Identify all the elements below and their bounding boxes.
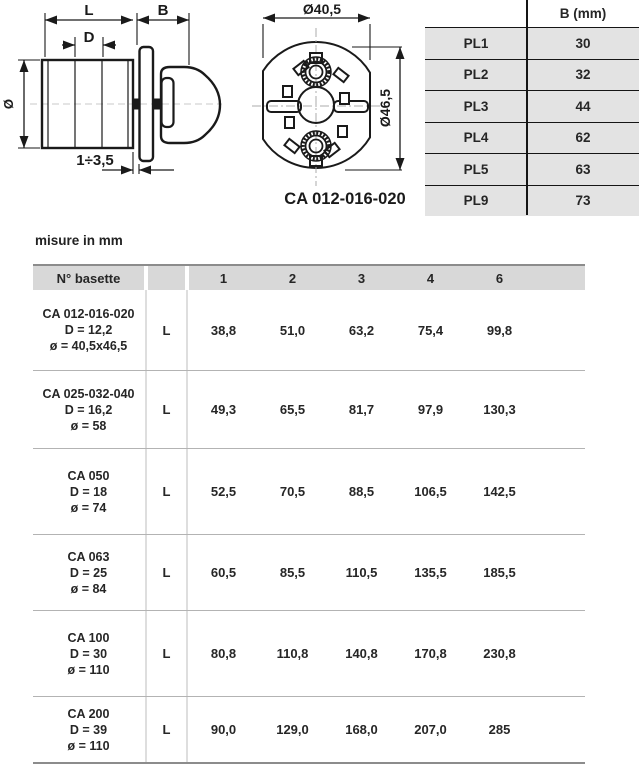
dim-label-diameter: Ø: [1, 98, 16, 110]
pl-label: PL1: [463, 35, 489, 51]
flange-table-header-b: B (mm): [559, 6, 607, 21]
dim-label-d: D: [83, 29, 95, 46]
centerlines: [252, 28, 382, 186]
value-cell: 130,3: [483, 402, 516, 417]
model-d: D = 18: [69, 484, 108, 499]
model-cell: [33, 290, 144, 370]
table-row: [425, 153, 639, 185]
flange-table-divider: [526, 0, 528, 215]
dim-cell: L: [162, 402, 171, 417]
dim-label-l: L: [84, 2, 94, 19]
model-diameter: ø = 58: [70, 418, 107, 433]
pl-label: PL5: [463, 161, 489, 177]
model-cell: [33, 535, 144, 610]
header-filler: [534, 266, 585, 290]
table-row: [33, 290, 585, 370]
value-cell: 49,3: [210, 402, 237, 417]
front-view-drawing: [252, 1, 406, 208]
dim-label-diameter-46: Ø46,5: [377, 88, 393, 128]
model-d: D = 16,2: [64, 402, 113, 417]
value-cell: 185,5: [483, 565, 516, 580]
knob-handle: [162, 78, 174, 127]
dim-cell: L: [162, 646, 171, 661]
header-poles-4: 4: [396, 266, 465, 290]
model-cell: [33, 611, 144, 696]
pl-value: 32: [575, 67, 591, 83]
table-row: [425, 122, 639, 154]
value-cell: 75,4: [417, 322, 444, 338]
value-cell: 65,5: [279, 402, 306, 417]
table-row: [33, 370, 585, 448]
table-row: [425, 90, 639, 122]
table-row: [425, 27, 639, 59]
value-cell: 170,8: [414, 646, 447, 661]
model-diameter: ø = 40,5x46,5: [49, 339, 128, 353]
pl-value: 30: [575, 35, 591, 51]
flange-table-header-row: [425, 0, 639, 27]
model-diameter: ø = 110: [67, 662, 110, 677]
table-row: [425, 59, 639, 91]
value-cell: 38,8: [210, 322, 237, 338]
header-dim-cell: [148, 266, 185, 290]
value-cell: 97,9: [417, 402, 444, 417]
pl-label: PL9: [463, 193, 489, 209]
pl-label: PL2: [463, 67, 489, 83]
dim-cell: L: [162, 322, 171, 338]
value-cell: 110,8: [276, 646, 309, 661]
dimensions-table-header-row: [33, 264, 585, 290]
value-cell: 230,8: [483, 646, 516, 661]
table-row: [33, 696, 585, 762]
model-name: CA 050: [67, 468, 110, 483]
dim-label-b: B: [157, 2, 169, 19]
model-d: D = 25: [69, 565, 108, 580]
dim-label-diameter-40: Ø40,5: [302, 1, 342, 17]
pl-value: 63: [575, 161, 591, 177]
header-poles-1: 1: [189, 266, 258, 290]
dim-cell: L: [162, 484, 171, 499]
model-name: CA 025-032-040: [42, 386, 135, 401]
flange-size-table: [425, 0, 639, 219]
model-cell: [33, 371, 144, 448]
value-cell: 52,5: [210, 484, 237, 499]
header-poles-6: 6: [465, 266, 534, 290]
value-cell: 106,5: [414, 484, 447, 499]
value-cell: 168,0: [345, 722, 378, 737]
value-cell: 88,5: [348, 484, 375, 499]
value-cell: 285: [488, 722, 511, 737]
model-name: CA 063: [67, 549, 110, 564]
model-diameter: ø = 74: [70, 500, 107, 515]
header-basette: N° basette: [33, 266, 144, 290]
table-row: [425, 185, 639, 217]
pl-value: 73: [575, 193, 591, 209]
dimensions-table: [33, 264, 585, 764]
pl-value: 44: [575, 98, 591, 114]
dim-label-gap: 1÷3,5: [76, 152, 114, 169]
value-cell: 142,5: [483, 484, 516, 499]
table-row: [33, 610, 585, 696]
value-cell: 81,7: [348, 402, 375, 417]
model-diameter: ø = 84: [70, 581, 107, 596]
model-name: CA 012-016-020: [42, 307, 135, 321]
header-poles-3: 3: [327, 266, 396, 290]
value-cell: 70,5: [279, 484, 306, 499]
value-cell: 129,0: [276, 722, 309, 737]
units-note: misure in mm: [35, 233, 123, 248]
model-cell: [33, 697, 144, 762]
model-name: CA 200: [67, 706, 110, 721]
table-row: [33, 448, 585, 534]
header-poles-2: 2: [258, 266, 327, 290]
dim-cell: L: [162, 722, 171, 737]
value-cell: 60,5: [210, 565, 237, 580]
pl-value: 62: [575, 130, 591, 146]
value-cell: 207,0: [414, 722, 447, 737]
model-d: D = 39: [69, 722, 108, 737]
value-cell: 90,0: [210, 722, 237, 737]
value-cell: 99,8: [486, 322, 513, 338]
value-cell: 63,2: [348, 322, 375, 338]
model-d: D = 30: [69, 646, 108, 661]
technical-drawings: [0, 0, 440, 218]
table-row: [33, 534, 585, 610]
dim-cell: L: [162, 565, 171, 580]
value-cell: 110,5: [345, 565, 378, 580]
value-cell: 51,0: [279, 322, 306, 338]
model-name: CA 100: [67, 630, 110, 645]
value-cell: 135,5: [414, 565, 447, 580]
model-d: D = 12,2: [64, 323, 113, 337]
value-cell: 140,8: [345, 646, 378, 661]
front-view-caption: CA 012-016-020: [284, 190, 406, 208]
model-diameter: ø = 110: [67, 738, 110, 753]
pl-label: PL3: [463, 98, 489, 114]
model-cell: [33, 449, 144, 534]
value-cell: 85,5: [279, 565, 306, 580]
side-view-drawing: [1, 2, 222, 174]
pl-label: PL4: [463, 130, 489, 146]
value-cell: 80,8: [210, 646, 237, 661]
